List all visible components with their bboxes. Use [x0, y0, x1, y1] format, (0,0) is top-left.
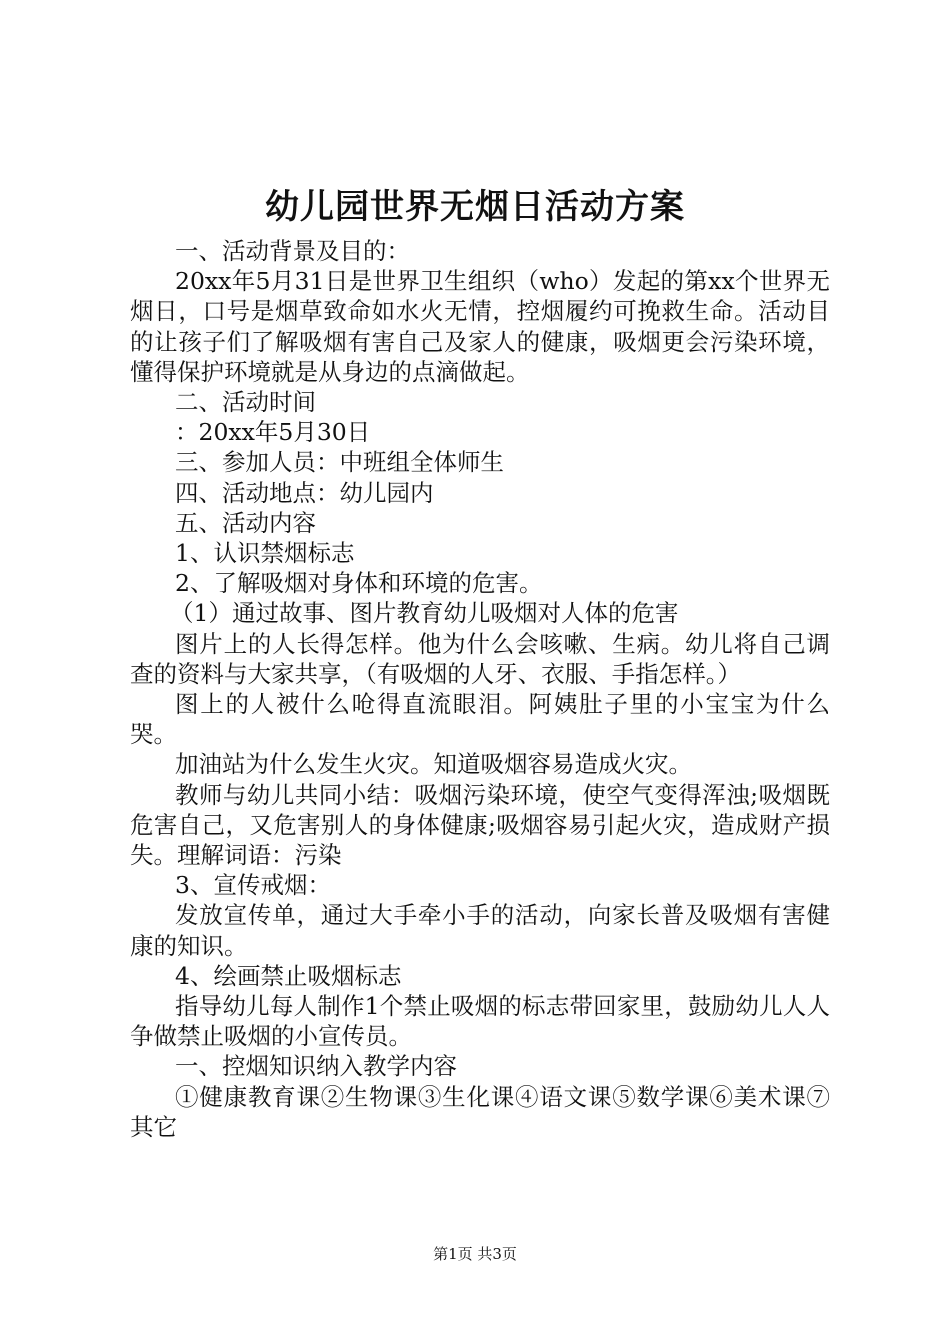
paragraph-leaflets: 发放宣传单，通过大手牵小手的活动，向家长普及吸烟有害健康的知识。	[130, 901, 830, 960]
list-item-1: 1、认识禁烟标志	[175, 539, 355, 568]
list-item-3: 3、宣传戒烟：	[175, 871, 331, 900]
document-body	[130, 236, 830, 1142]
section-heading-location: 四、活动地点：幼儿园内	[175, 478, 434, 507]
paragraph-picture-question: 图片上的人长得怎样。他为什么会咳嗽、生病。幼儿将自己调查的资料与大家共享，（有吸烟的人牙、衣服、手指怎样。）	[130, 629, 830, 688]
paragraph-summary: 教师与幼儿共同小结：吸烟污染环境，使空气变得浑浊;吸烟既危害自己，又危害别人的身体健康;吸烟容易引起火灾，造成财产损失。理解词语：污染	[130, 780, 830, 870]
list-item-4: 4、绘画禁止吸烟标志	[175, 961, 402, 990]
list-item-2: 2、了解吸烟对身体和环境的危害。	[175, 569, 543, 598]
sub-item-1: （1）通过故事、图片教育幼儿吸烟对人体的危害	[170, 599, 679, 628]
section-heading-time: 二、活动时间	[175, 388, 316, 417]
document-title: 幼儿园世界无烟日活动方案	[265, 187, 685, 227]
paragraph-background: 20xx年5月31日是世界卫生组织（who）发起的第xx个世界无烟日，口号是烟草致命如水火无情，控烟履约可挽救生命。活动目的让孩子们了解吸烟有害自己及家人的健康，吸烟更会污染环境，懂得保护环境就是从身边的点滴做起。	[130, 267, 830, 386]
paragraph-tears-question: 图上的人被什么呛得直流眼泪。阿姨肚子里的小宝宝为什么哭。	[130, 690, 830, 749]
paragraph-drawing: 指导幼儿每人制作1个禁止吸烟的标志带回家里，鼓励幼儿人人争做禁止吸烟的小宣传员。	[130, 992, 830, 1051]
paragraph-courses: ①健康教育课②生物课③生化课④语文课⑤数学课⑥美术课⑦其它	[130, 1082, 830, 1141]
paragraph-time: ：20xx年5月30日	[175, 418, 371, 447]
page-number: 第1页 共3页	[433, 1245, 517, 1263]
section-heading-content: 五、活动内容	[175, 508, 316, 537]
paragraph-fire-question: 加油站为什么发生火灾。知道吸烟容易造成火灾。	[175, 750, 692, 779]
section-heading-background: 一、活动背景及目的：	[175, 237, 410, 265]
section-heading-participants: 三、参加人员：中班组全体师生	[175, 448, 504, 477]
section-heading-curriculum: 一、控烟知识纳入教学内容	[175, 1052, 457, 1081]
